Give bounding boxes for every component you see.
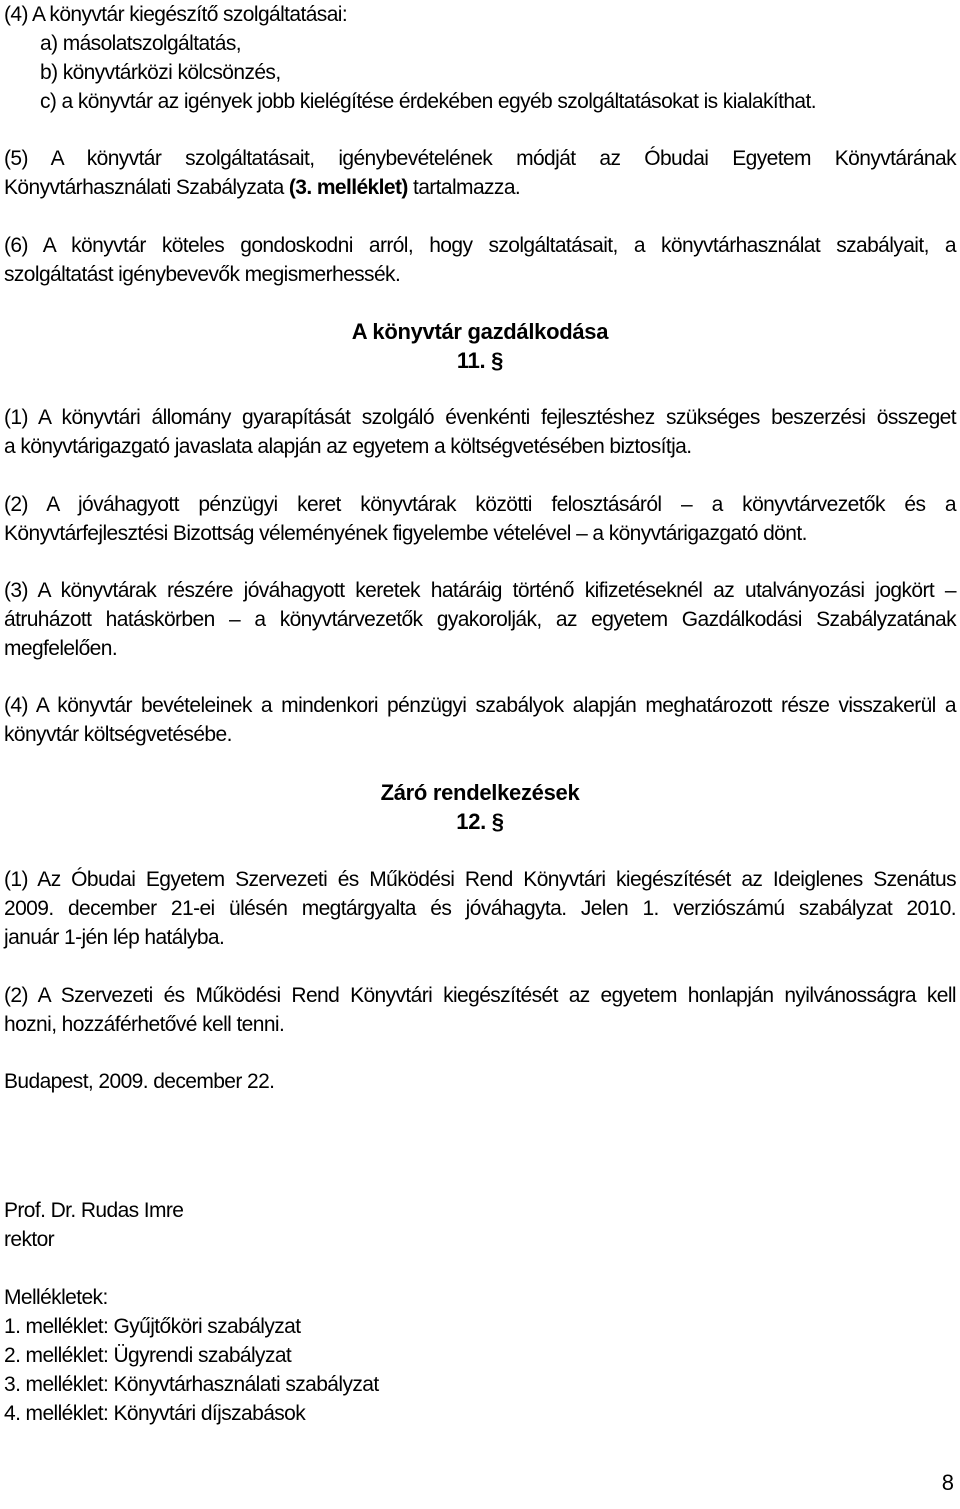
paragraph-5-text: Könyvtárhasználati Szabályzata — [4, 176, 289, 199]
paragraph-12-1-line1: (1) Az Óbudai Egyetem Szervezeti és Működési Rend Könyvtári kiegészítését az Ideiglenes Szenátus — [4, 868, 956, 891]
section-number: 12. § — [456, 809, 504, 834]
signatory-title: rektor — [4, 1228, 55, 1251]
page-number: 8 — [941, 1470, 954, 1495]
section-4-intro: (4) A könyvtár kiegészítő szolgáltatásai: — [4, 3, 348, 26]
list-item: c) a könyvtár az igények jobb kielégítése érdekében egyéb szolgáltatásokat is kialakíthat. — [40, 90, 816, 113]
attachment-item: 4. melléklet: Könyvtári díjszabások — [4, 1402, 306, 1425]
attachments-label: Mellékletek: — [4, 1286, 108, 1309]
paragraph-11-3-line2: átruházott hatáskörben – a könyvtárvezetők gyakorolják, az egyetem Gazdálkodási Szabályzatának — [4, 608, 956, 631]
paragraph-12-1-line3: január 1-jén lép hatályba. — [4, 926, 225, 949]
paragraph-11-1-line1: (1) A könyvtári állomány gyarapítását szolgáló évenkénti fejlesztéshez szükséges beszerzési összeget — [4, 406, 956, 429]
section-number: 11. § — [456, 348, 504, 373]
paragraph-6-line2: szolgáltatást igénybevevők megismerhessék. — [4, 263, 401, 286]
paragraph-11-2-line1: (2) A jóváhagyott pénzügyi keret könyvtárak közötti felosztásáról – a könyvtárvezetők és a — [4, 493, 956, 516]
section-heading: Záró rendelkezések — [380, 780, 580, 805]
paragraph-11-4-line2: könyvtár költségvetésébe. — [4, 723, 232, 746]
annex-reference: (3. melléklet) — [288, 176, 408, 199]
paragraph-5-text: tartalmazza. — [407, 176, 521, 199]
paragraph-5-line1: (5) A könyvtár szolgáltatásait, igénybevételének módját az Óbudai Egyetem Könyvtárának — [4, 147, 956, 170]
paragraph-12-1-line2: 2009. december 21-ei ülésén megtárgyalta és jóváhagyta. Jelen 1. verziószámú szabályzat 2010. — [4, 897, 956, 920]
paragraph-11-4-line1: (4) A könyvtár bevételeinek a mindenkori pénzügyi szabályok alapján meghatározott része visszakerül a — [4, 694, 956, 717]
paragraph-12-2-line1: (2) A Szervezeti és Működési Rend Könyvtári kiegészítését az egyetem honlapján nyilvánosságra kell — [4, 984, 956, 1007]
list-item: b) könyvtárközi kölcsönzés, — [40, 61, 281, 84]
paragraph-11-2-line2: Könyvtárfejlesztési Bizottság véleményének figyelembe vételével – a könyvtárigazgató dönt. — [4, 522, 807, 545]
attachment-item: 3. melléklet: Könyvtárhasználati szabályzat — [4, 1373, 379, 1396]
paragraph-11-3-line3: megfelelően. — [4, 637, 118, 660]
paragraph-6-line1: (6) A könyvtár köteles gondoskodni arról, hogy szolgáltatásait, a könyvtárhasználat szabályait, a — [4, 234, 956, 257]
paragraph-12-2-line2: hozni, hozzáférhetővé kell tenni. — [4, 1013, 285, 1036]
list-item: a) másolatszolgáltatás, — [40, 32, 241, 55]
attachment-item: 1. melléklet: Gyűjtőköri szabályzat — [4, 1315, 301, 1338]
place-date: Budapest, 2009. december 22. — [4, 1070, 275, 1093]
paragraph-11-1-line2: a könyvtárigazgató javaslata alapján az egyetem a költségvetésében biztosítja. — [4, 435, 692, 458]
signatory-name: Prof. Dr. Rudas Imre — [4, 1199, 184, 1222]
paragraph-11-3-line1: (3) A könyvtárak részére jóváhagyott keretek határáig történő kifizetéseknél az utalványozási jogkört – — [4, 579, 956, 602]
attachment-item: 2. melléklet: Ügyrendi szabályzat — [4, 1344, 292, 1367]
section-heading: A könyvtár gazdálkodása — [351, 319, 609, 344]
paragraph-5-line2 — [4, 173, 956, 202]
